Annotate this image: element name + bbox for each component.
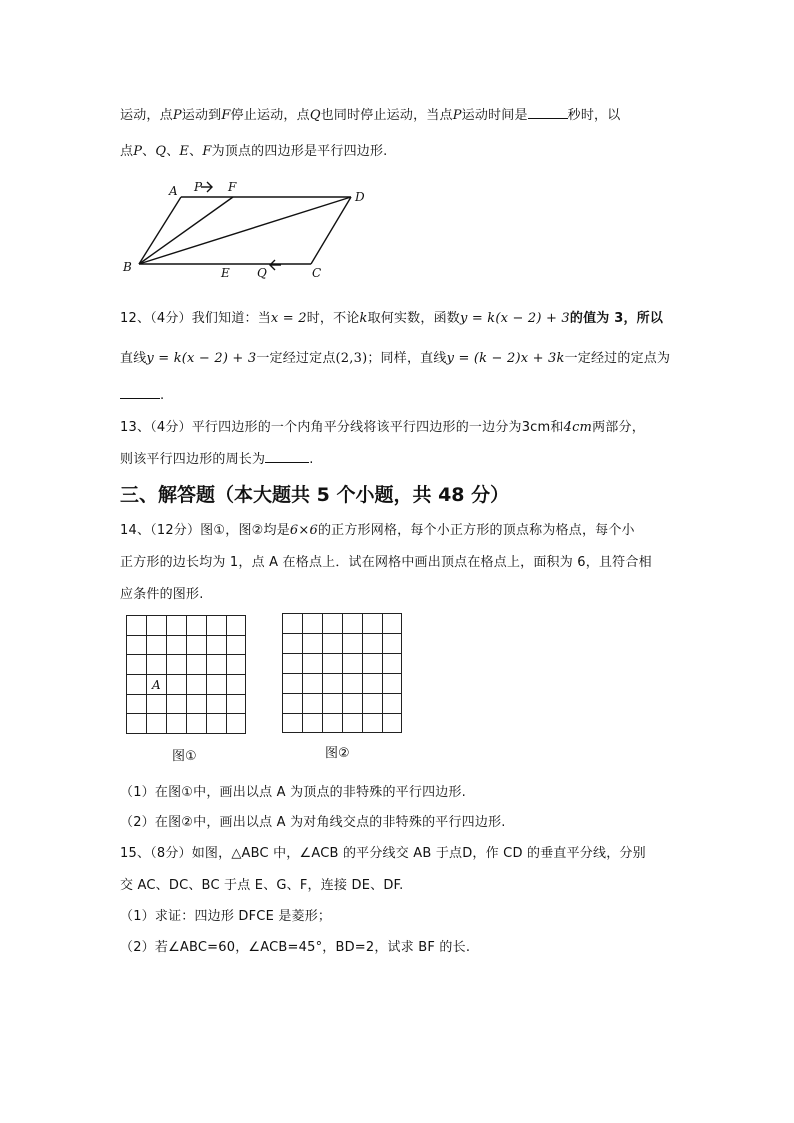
text: 运动时间是 [461,108,528,123]
math-expression: y = k(x − 2) + 3 [146,351,257,366]
text: 运动，点 [120,108,173,123]
grid-point-a: A [152,678,161,692]
text: . [160,388,165,403]
q11-line-1 [120,104,620,123]
figure-caption-1: 图① [172,749,197,764]
label-p: P [194,180,203,194]
var-p: P [452,108,462,123]
var-p: P [172,108,182,123]
label-c: C [312,266,322,280]
var-q: Q [155,144,167,159]
text: 时，不论 [306,311,360,326]
text: 停止运动，点 [230,108,310,123]
var-p: P [133,144,143,159]
q15-part-2: （2）若∠ABC=60，∠ACB=45°，BD=2，试求 BF 的长. [120,940,471,955]
text: 则该平行四边形的周长为 [120,452,266,467]
text: 的值为 3，所以 [569,311,664,326]
label-q: Q [257,266,267,280]
var-k: k [359,311,368,326]
q15-line-1: 15、（8分）如图，△ABC 中，∠ACB 的平分线交 AB 于点D，作 CD 的垂直平分线，分别 [120,846,646,861]
var-e: E [179,144,190,159]
math-expression: y = (k − 2)x + 3k [446,351,565,366]
label-a: A [169,184,178,198]
text: 13、（4分）平行四边形的一个内角平分线将该平行四边形的一边分为3cm和 [120,420,564,435]
text: . [309,452,314,467]
text: 秒时，以 [567,108,621,123]
q14-part-2: （2）在图②中，画出以点 A 为对角线交点的非特殊的平行四边形. [120,815,506,830]
math-expression: 6×6 [289,523,318,538]
label-b: B [123,260,132,274]
math-expression: (2,3) [335,351,368,366]
text: 12、（4分）我们知道：当 [120,311,271,326]
text: ；同样，直线 [367,351,447,366]
answer-blank[interactable] [528,105,568,119]
answer-blank[interactable] [265,449,309,463]
q12-line-2 [120,347,670,366]
text: 14、（12分）图①，图②均是 [120,523,290,538]
text: 、 [166,144,180,159]
math-expression: y = k(x − 2) + 3 [459,311,570,326]
var-f: F [221,108,231,123]
text: 运动到 [181,108,222,123]
answer-blank[interactable] [120,385,160,399]
math-expression: 4cm [563,420,593,435]
var-f: F [202,144,212,159]
grid-figure-2 [282,613,404,735]
text: 也同时停止运动，当点 [320,108,453,123]
q15-part-1: （1）求证：四边形 DFCE 是菱形； [120,909,332,924]
q12-line-1 [120,307,663,326]
parallelogram-figure [115,175,375,285]
section-heading: 三、解答题（本大题共 5 个小题，共 48 分） [120,484,510,506]
text: 、 [189,144,203,159]
q13-line-2 [120,448,314,467]
text: 的正方形网格，每个小正方形的顶点称为格点，每个小 [317,523,635,538]
text: 直线 [120,351,147,366]
text: 取何实数，函数 [367,311,460,326]
text: 一定经过定点 [256,351,336,366]
segment-bf [139,197,233,264]
label-d: D [355,190,365,204]
segment-bd [139,197,351,264]
q12-line-3 [120,385,164,403]
text: 、 [142,144,156,159]
q15-line-2: 交 AC、DC、BC 于点 E、G、F，连接 DE、DF. [120,878,404,893]
text: 一定经过的定点为 [564,351,671,366]
q14-part-1: （1）在图①中，画出以点 A 为顶点的非特殊的平行四边形. [120,785,467,800]
math-expression: x = 2 [270,311,307,326]
q14-line-2: 正方形的边长均为 1，点 A 在格点上．试在网格中画出顶点在格点上，面积为 6，且符合相 [120,555,652,570]
text: 两部分， [592,420,645,435]
q13-line-1 [120,416,645,435]
var-q: Q [309,108,321,123]
q14-line-3: 应条件的图形. [120,587,204,602]
text: 为顶点的四边形是平行四边形. [211,144,388,159]
label-e: E [221,266,230,280]
segment-ab [139,197,181,264]
q11-line-2 [120,140,388,159]
label-f: F [228,180,237,194]
text: 点 [120,144,134,159]
grid-figure-1 [126,615,248,735]
figure-caption-2: 图② [325,746,350,761]
q14-line-1 [120,519,635,538]
